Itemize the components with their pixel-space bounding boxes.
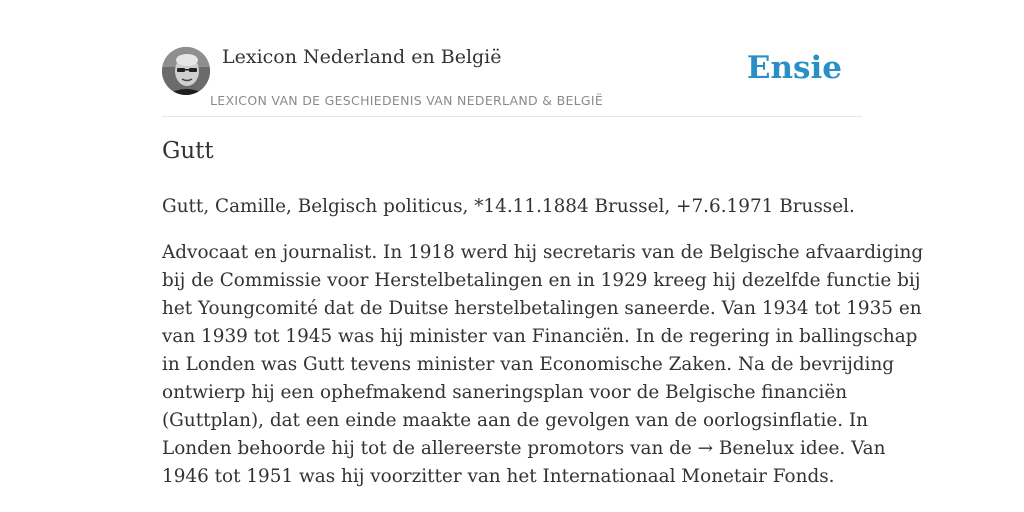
body-line: in Londen was Gutt tevens minister van Economische Zaken. Na de bevrijding bbox=[162, 354, 895, 375]
author-portrait-icon bbox=[162, 47, 210, 95]
page-container bbox=[162, 0, 924, 487]
body-line-text: Londen behoorde hij tot de allereerste promotors van de bbox=[162, 438, 698, 459]
body-line-tail: idee. Van bbox=[794, 438, 886, 459]
body-line: 1946 tot 1951 was hij voorzitter van het Internationaal Monetair Fonds. bbox=[162, 466, 835, 487]
avatar[interactable] bbox=[162, 47, 210, 95]
header bbox=[162, 0, 862, 117]
ensie-logo[interactable]: Ensie bbox=[746, 50, 842, 86]
body-line: (Guttplan), dat een einde maakte aan de gevolgen van de oorlogsinflatie. In bbox=[162, 410, 869, 431]
body-line: het Youngcomité dat de Duitse herstelbetalingen saneerde. Van 1934 tot 1935 en bbox=[162, 298, 922, 319]
body-line: van 1939 tot 1945 was hij minister van Financiën. In de regering in ballingschap bbox=[162, 326, 918, 347]
entry-title: Gutt bbox=[162, 138, 214, 164]
body-line: Advocaat en journalist. In 1918 werd hij secretaris van de Belgische afvaardiging bbox=[162, 242, 924, 263]
source-subtitle: LEXICON VAN DE GESCHIEDENIS VAN NEDERLAND & BELGIË bbox=[210, 93, 604, 108]
body-line-with-link bbox=[162, 435, 886, 463]
body-line: bij de Commissie voor Herstelbetalingen en in 1929 kreeg hij dezelfde functie bij bbox=[162, 270, 921, 291]
entry-lead: Gutt, Camille, Belgisch politicus, *14.11.1884 Brussel, +7.6.1971 Brussel. bbox=[162, 196, 855, 217]
source-title-link[interactable]: Lexicon Nederland en België bbox=[222, 46, 502, 68]
entry-body bbox=[162, 239, 924, 491]
benelux-link[interactable]: → Benelux bbox=[697, 438, 795, 459]
body-line: ontwierp hij een ophefmakend saneringsplan voor de Belgische financiën bbox=[162, 382, 848, 403]
